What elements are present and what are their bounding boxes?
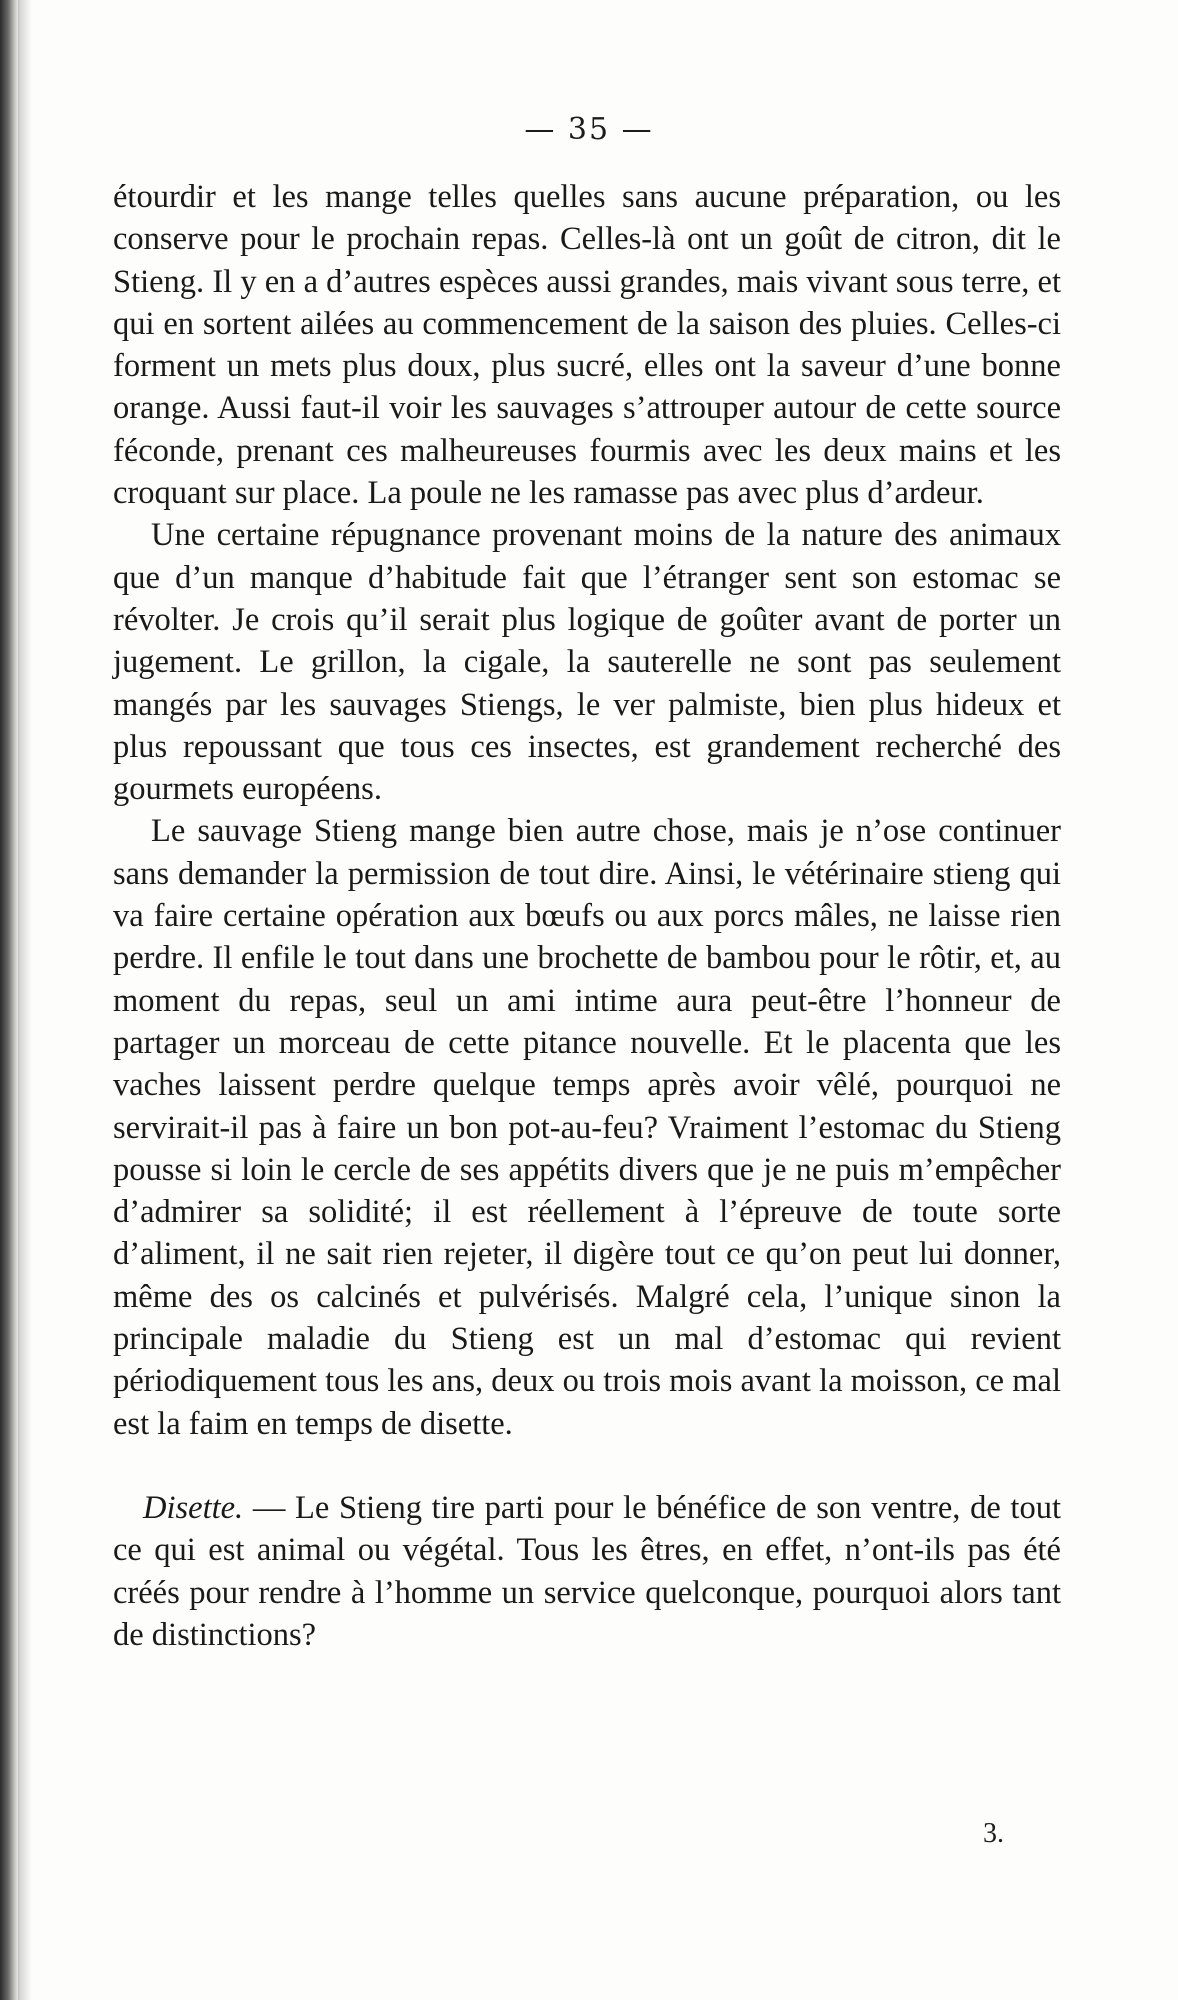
page-number: — 35 — xyxy=(524,112,654,147)
paragraph-1: étourdir et les mange telles quelles sans aucune préparation, ou les conserve pour le prochain repas. Celles-là ont un goût de citron, dit le Stieng. Il y en a d’autres espèces aussi grandes, mais vivant sous terre, et qui en sortent ailées au commencement de la saison des pluies. Celles-ci forment un mets plus doux, plus sucré, elles ont la saveur d’une bonne orange. Aussi faut-il voir les sauvages s’attrouper autour de cette source féconde, prenant ces malheureuses fourmis avec les deux mains et les croquant sur place. La poule ne les ramasse pas avec plus d’ardeur. xyxy=(113,179,1061,512)
section-text: — Le Stieng tire parti pour le bénéfice de son ventre, de tout ce qui est animal ou végétal. Tous les êtres, en effet, n’ont-ils pas été créés pour rendre à l’homme un service quelconque, pourquoi alors tant de distinctions? xyxy=(113,1489,1061,1653)
signature-mark: 3. xyxy=(983,1818,1004,1849)
section-paragraph xyxy=(113,1487,1061,1656)
section-heading: Disette. xyxy=(143,1489,244,1526)
body-text xyxy=(113,176,1061,1656)
paragraph-3: Le sauvage Stieng mange bien autre chose, mais je n’ose continuer sans demander la permission de tout dire. Ainsi, le vétérinaire stieng qui va faire certaine opération aux bœufs ou aux porcs mâles, ne laisse rien perdre. Il enfile le tout dans une brochette de bambou pour le rôtir, et, au moment du repas, seul un ami intime aura peut-être l’honneur de partager un morceau de cette pitance nouvelle. Et le placenta que les vaches laissent perdre quelque temps après avoir vêlé, pourquoi ne servirait-il pas à faire un bon pot-au-feu? Vraiment l’estomac du Stieng pousse si loin le cercle de ses appétits divers que je ne puis m’empêcher d’admirer sa solidité; il est réellement à l’épreuve de toute sorte d’aliment, il ne sait rien rejeter, il digère tout ce qu’on peut lui donner, même des os calcinés et pulvérisés. Malgré cela, l’unique sinon la principale maladie du Stieng est un mal d’estomac qui revient périodiquement tous les ans, deux ou trois mois avant la moisson, ce mal est la faim en temps de disette. xyxy=(113,813,1061,1442)
paragraph-2: Une certaine répugnance provenant moins de la nature des animaux que d’un manque d’habitude fait que l’étranger sent son estomac se révolter. Je crois qu’il serait plus logique de goûter avant de porter un jugement. Le grillon, la cigale, la sauterelle ne sont pas seulement mangés par les sauvages Stiengs, le ver palmiste, bien plus hideux et plus repoussant que tous ces insectes, est grandement recherché des gourmets européens. xyxy=(113,517,1061,808)
facing-page-edge xyxy=(0,140,40,1840)
